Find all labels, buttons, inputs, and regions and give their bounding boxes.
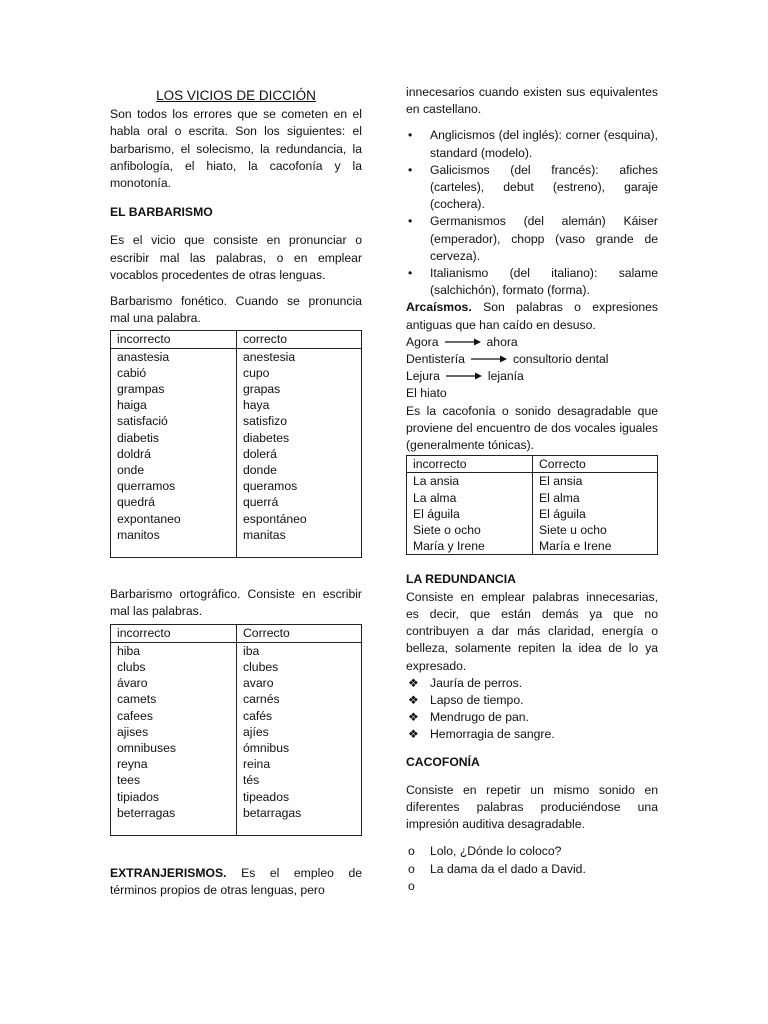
extranjerismos-label: EXTRANJERISMOS.	[110, 865, 227, 880]
list-item-text: Lolo, ¿Dónde lo coloco?	[430, 844, 562, 859]
table-row	[111, 659, 362, 675]
right-arrow-icon	[446, 368, 482, 385]
table-cell: queramos	[237, 478, 362, 494]
circle-bullet-icon: o	[408, 861, 415, 876]
list-item	[406, 213, 658, 265]
diamond-bullet-icon: ❖	[408, 727, 419, 742]
table-row	[111, 430, 362, 446]
table-cell: El águila	[533, 506, 658, 522]
table-cell: tés	[237, 772, 362, 788]
arcaismo-old-word: Lejura	[406, 369, 440, 384]
table-row	[111, 772, 362, 788]
table-empty-row	[111, 821, 362, 836]
hiato-definition: Es la cacofonía o sonido desagradable que proviene del encuentro de dos vocales iguales (generalmente tónicas).	[406, 403, 658, 453]
table-cell: clubes	[237, 659, 362, 675]
table-cell: donde	[237, 462, 362, 478]
document-title: LOS VICIOS DE DICCIÓN	[156, 88, 316, 103]
table-cell: espontáneo	[237, 511, 362, 527]
list-item-text: La dama da el dado a David.	[430, 861, 586, 876]
table-row	[111, 740, 362, 756]
table-header-cell: incorrecto	[111, 625, 237, 642]
arcaismo-new-word: ahora	[486, 334, 518, 349]
table-cell: diabetis	[111, 430, 237, 446]
bullet-icon: •	[408, 266, 413, 281]
table-cell: La alma	[407, 490, 533, 506]
extranjerismos-list	[406, 127, 658, 299]
bullet-icon: •	[408, 128, 413, 143]
table-cell: cafés	[237, 708, 362, 724]
table-header-cell: correcto	[237, 331, 362, 348]
table-cell: El águila	[407, 506, 533, 522]
arcaismos-paragraph	[406, 299, 658, 333]
table-cell: grampas	[111, 381, 237, 397]
table-cell: María e Irene	[533, 538, 658, 555]
table-row	[111, 511, 362, 527]
table-cell: querrá	[237, 494, 362, 510]
table-header-cell: incorrecto	[111, 331, 237, 348]
redundancia-list	[406, 675, 658, 744]
table-cell: tees	[111, 772, 237, 788]
table-cell: Siete u ocho	[533, 522, 658, 538]
diamond-bullet-icon: ❖	[408, 675, 419, 690]
table-cell: quedrá	[111, 494, 237, 510]
list-item-text: Italianismo (del italiano): salame (salchichón), formato (forma).	[430, 266, 658, 298]
list-item	[406, 162, 658, 214]
table-cell: hiba	[111, 642, 237, 659]
redundancia-heading: LA REDUNDANCIA	[406, 572, 516, 587]
table-row	[111, 708, 362, 724]
table-row	[111, 397, 362, 413]
table-row	[111, 527, 362, 543]
table-row	[111, 756, 362, 772]
table-empty-row	[111, 543, 362, 558]
table-row	[111, 805, 362, 821]
table-cell: El alma	[533, 490, 658, 506]
list-item-text: Jauría de perros.	[430, 675, 523, 690]
list-item-text: Mendrugo de pan.	[430, 710, 529, 725]
right-column	[406, 84, 658, 893]
table-row	[407, 506, 658, 522]
table-cell: satisfació	[111, 413, 237, 429]
table-cell: iba	[237, 642, 362, 659]
table-row	[111, 446, 362, 462]
table-cell: ómnibus	[237, 740, 362, 756]
fonetico-table	[110, 330, 362, 558]
bullet-icon: •	[408, 162, 413, 177]
list-item	[406, 709, 658, 726]
table-cell: onde	[111, 462, 237, 478]
table-cell: clubs	[111, 659, 237, 675]
list-item	[406, 861, 658, 878]
list-item	[406, 265, 658, 299]
hiato-heading: El hiato	[406, 386, 447, 401]
arcaismo-pair	[406, 351, 658, 368]
hiato-table	[406, 455, 658, 555]
table-cell: tipeados	[237, 789, 362, 805]
table-cell: querramos	[111, 478, 237, 494]
table-cell: ávaro	[111, 675, 237, 691]
table-header-cell: incorrecto	[407, 456, 533, 473]
list-item	[406, 843, 658, 860]
extranjerismos-paragraph	[110, 865, 362, 899]
ortografico-intro: Barbarismo ortográfico. Consiste en escribir mal las palabras.	[110, 587, 362, 619]
table-row	[111, 789, 362, 805]
intro-paragraph: Son todos los errores que se cometen en el habla oral o escrita. Son los siguientes: el barbarismo, el solecismo, la redundancia, la anfibología, el hiato, la cacofonía y la monotonía.	[110, 107, 362, 191]
table-row	[111, 381, 362, 397]
table-cell: haya	[237, 397, 362, 413]
table-cell: La ansia	[407, 473, 533, 490]
table-cell: anastesia	[111, 348, 237, 365]
table-cell: doldrá	[111, 446, 237, 462]
table-cell: cupo	[237, 365, 362, 381]
table-row	[111, 675, 362, 691]
table-cell: El ansia	[533, 473, 658, 490]
table-header-cell: Correcto	[237, 625, 362, 642]
list-item-text: Germanismos (del alemán) Káiser (emperador), chopp (vaso grande de cerveza).	[430, 214, 658, 263]
diamond-bullet-icon: ❖	[408, 710, 419, 725]
barbarismo-heading: EL BARBARISMO	[110, 205, 213, 220]
table-cell: anestesia	[237, 348, 362, 365]
list-item	[406, 726, 658, 743]
table-row	[111, 462, 362, 478]
table-cell: María y Irene	[407, 538, 533, 555]
table-cell: carnés	[237, 691, 362, 707]
right-arrow-icon	[445, 334, 481, 351]
circle-bullet-icon: o	[408, 878, 415, 893]
fonetico-intro: Barbarismo fonético. Cuando se pronuncia mal una palabra.	[110, 294, 362, 326]
table-cell: cafees	[111, 708, 237, 724]
table-row	[111, 478, 362, 494]
table-row	[407, 473, 658, 490]
table-cell: ajises	[111, 724, 237, 740]
table-cell: expontaneo	[111, 511, 237, 527]
table-row	[111, 724, 362, 740]
list-item	[406, 692, 658, 709]
arcaismo-old-word: Agora	[406, 334, 439, 349]
table-cell: omnibuses	[111, 740, 237, 756]
arcaismo-old-word: Dentistería	[406, 352, 465, 367]
table-cell: dolerá	[237, 446, 362, 462]
table-cell: tipiados	[111, 789, 237, 805]
table-cell: ajíes	[237, 724, 362, 740]
diamond-bullet-icon: ❖	[408, 692, 419, 707]
table-cell: Siete o ocho	[407, 522, 533, 538]
arcaismo-pair	[406, 368, 658, 385]
table-header-row	[111, 331, 362, 348]
table-row	[111, 348, 362, 365]
table-cell: manitas	[237, 527, 362, 543]
table-row	[111, 365, 362, 381]
arcaismo-new-word: consultorio dental	[512, 352, 609, 367]
left-column	[110, 84, 362, 899]
extranjerismos-text-continued: innecesarios cuando existen sus equivalentes en castellano.	[406, 85, 658, 117]
redundancia-definition: Consiste en emplear palabras innecesarias, es decir, que están demás ya que no contribuyen a dar más claridad, energía o belleza, solamente repiten la idea de lo ya expresado.	[406, 589, 658, 673]
table-header-cell: Correcto	[533, 456, 658, 473]
table-row	[111, 413, 362, 429]
table-cell: grapas	[237, 381, 362, 397]
list-item-text: Hemorragia de sangre.	[430, 727, 555, 742]
table-cell	[111, 821, 237, 836]
extranjerismos-text-start: Es el empleo de términos propios de otras lenguas, pero	[110, 865, 362, 898]
barbarismo-definition: Es el vicio que consiste en pronunciar o escribir mal las palabras, o en emplear vocablos procedentes de otras lenguas.	[110, 233, 362, 282]
arcaismos-pairs	[406, 334, 658, 386]
arcaismo-pair	[406, 334, 658, 351]
arcaismo-new-word: lejanía	[487, 369, 524, 384]
table-cell	[237, 821, 362, 836]
list-item-text: Galicismos (del francés): afiches (carteles), debut (estreno), garaje (cochera).	[430, 162, 658, 212]
arcaismos-label: Arcaísmos.	[406, 300, 472, 315]
table-cell: haiga	[111, 397, 237, 413]
table-cell	[237, 543, 362, 558]
list-item-text: Lapso de tiempo.	[430, 692, 524, 707]
table-cell: camets	[111, 691, 237, 707]
bullet-icon: •	[408, 214, 413, 229]
table-cell: manitos	[111, 527, 237, 543]
table-cell	[111, 543, 237, 558]
right-arrow-icon	[471, 351, 507, 368]
table-cell: betarragas	[237, 805, 362, 821]
table-row	[407, 522, 658, 538]
list-item	[406, 127, 658, 161]
table-header-row	[407, 456, 658, 473]
table-cell: reyna	[111, 756, 237, 772]
table-row	[111, 691, 362, 707]
table-row	[111, 642, 362, 659]
table-row	[111, 494, 362, 510]
arcaismos-text: Son palabras o expresiones antiguas que han caído en desuso.	[406, 300, 658, 332]
ortografico-table	[110, 624, 362, 835]
table-cell: beterragas	[111, 805, 237, 821]
table-row	[407, 490, 658, 506]
table-cell: diabetes	[237, 430, 362, 446]
cacofonia-definition: Consiste en repetir un mismo sonido en diferentes palabras produciéndose una impresión auditiva desagradable.	[406, 782, 658, 832]
cacofonia-heading: CACOFONÍA	[406, 754, 480, 769]
table-cell: cabió	[111, 365, 237, 381]
table-header-row	[111, 625, 362, 642]
list-item-text: Anglicismos (del inglés): corner (esquina), standard (modelo).	[430, 128, 658, 160]
circle-bullet-icon: o	[408, 844, 415, 859]
cacofonia-list	[406, 843, 658, 893]
table-cell: satisfizo	[237, 413, 362, 429]
table-row	[407, 538, 658, 555]
list-item	[406, 675, 658, 692]
table-cell: reina	[237, 756, 362, 772]
table-cell: avaro	[237, 675, 362, 691]
